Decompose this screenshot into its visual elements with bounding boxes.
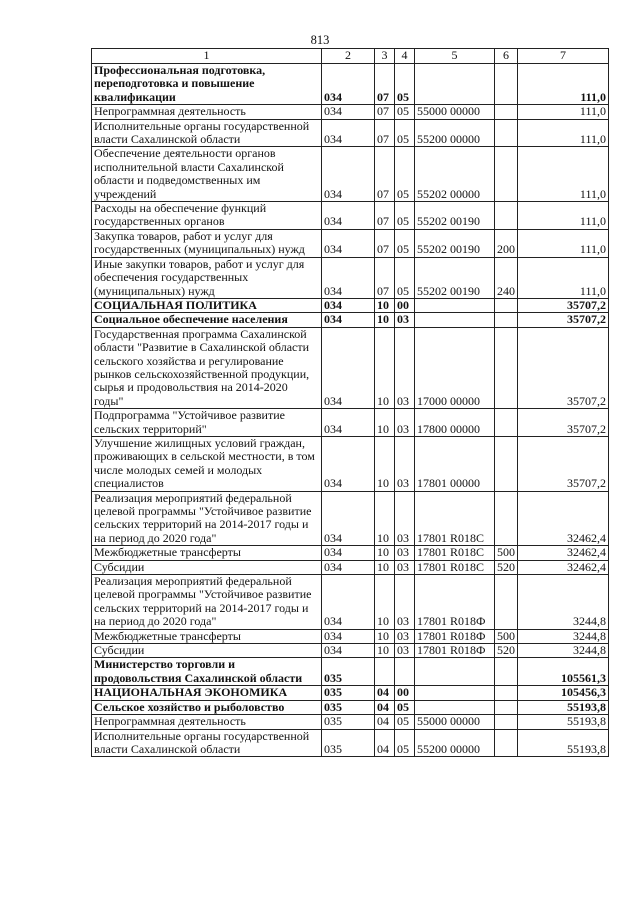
amount: 105456,3	[518, 686, 609, 700]
target-article-code	[415, 298, 495, 312]
expense-type-code	[495, 686, 518, 700]
target-article-code	[415, 686, 495, 700]
target-article-code	[415, 700, 495, 714]
ministry-code: 035	[322, 658, 375, 686]
subsection-code: 05	[395, 64, 415, 105]
section-code: 10	[375, 436, 395, 491]
item-name: Государственная программа Сахалинской области "Развитие в Сахалинской области сельского хозяйства и регулирование рынков сельскохозяйственной продукции, сырья и продовольствия на 2014-2020 годы"	[92, 327, 322, 408]
item-name: Расходы на обеспечение функций государственных органов	[92, 202, 322, 230]
expense-type-code	[495, 658, 518, 686]
subsection-code: 05	[395, 700, 415, 714]
expense-type-code	[495, 327, 518, 408]
table-row	[92, 575, 609, 630]
expense-type-code	[495, 298, 518, 312]
table-row	[92, 327, 609, 408]
table-row	[92, 313, 609, 327]
amount: 32462,4	[518, 546, 609, 560]
table-row	[92, 257, 609, 298]
expense-type-code: 500	[495, 629, 518, 643]
ministry-code: 034	[322, 629, 375, 643]
item-name: Профессиональная подготовка, переподготовка и повышение квалификации	[92, 64, 322, 105]
section-code: 10	[375, 409, 395, 437]
subsection-code: 00	[395, 298, 415, 312]
table-row	[92, 715, 609, 729]
section-code: 07	[375, 229, 395, 257]
subsection-code	[395, 658, 415, 686]
ministry-code: 035	[322, 686, 375, 700]
table-row	[92, 202, 609, 230]
table-row	[92, 64, 609, 105]
column-header: 4	[395, 49, 415, 64]
amount: 32462,4	[518, 491, 609, 546]
expense-type-code: 500	[495, 546, 518, 560]
subsection-code: 03	[395, 546, 415, 560]
amount: 35707,2	[518, 409, 609, 437]
amount: 111,0	[518, 119, 609, 147]
section-code: 07	[375, 64, 395, 105]
expense-type-code	[495, 202, 518, 230]
expense-type-code	[495, 105, 518, 119]
amount: 35707,2	[518, 436, 609, 491]
table-row	[92, 686, 609, 700]
expense-type-code	[495, 715, 518, 729]
item-name: Реализация мероприятий федеральной целевой программы "Устойчивое развитие сельских территорий на 2014-2017 годы и на период до 2020 года"	[92, 575, 322, 630]
amount: 105561,3	[518, 658, 609, 686]
section-code: 10	[375, 644, 395, 658]
expense-type-code: 200	[495, 229, 518, 257]
target-article-code: 17801 R018C	[415, 546, 495, 560]
target-article-code: 17801 R018C	[415, 560, 495, 574]
ministry-code: 035	[322, 715, 375, 729]
item-name: Межбюджетные трансферты	[92, 546, 322, 560]
ministry-code: 034	[322, 436, 375, 491]
amount: 111,0	[518, 64, 609, 105]
table-row	[92, 491, 609, 546]
item-name: Иные закупки товаров, работ и услуг для обеспечения государственных (муниципальных) нужд	[92, 257, 322, 298]
target-article-code: 55202 00190	[415, 257, 495, 298]
expense-type-code: 520	[495, 560, 518, 574]
amount: 35707,2	[518, 327, 609, 408]
section-code: 07	[375, 147, 395, 202]
target-article-code: 55200 00000	[415, 729, 495, 757]
amount: 111,0	[518, 202, 609, 230]
item-name: Межбюджетные трансферты	[92, 629, 322, 643]
section-code: 04	[375, 715, 395, 729]
table-row	[92, 409, 609, 437]
expense-type-code	[495, 491, 518, 546]
section-code: 10	[375, 491, 395, 546]
table-row	[92, 298, 609, 312]
subsection-code: 05	[395, 715, 415, 729]
item-name: Обеспечение деятельности органов исполнительной власти Сахалинской области и подведомственных им учреждений	[92, 147, 322, 202]
item-name: Непрограммная деятельность	[92, 715, 322, 729]
section-code: 10	[375, 298, 395, 312]
expense-type-code: 520	[495, 644, 518, 658]
amount: 111,0	[518, 147, 609, 202]
target-article-code: 55200 00000	[415, 119, 495, 147]
subsection-code: 05	[395, 105, 415, 119]
section-code	[375, 658, 395, 686]
table-row	[92, 560, 609, 574]
expense-type-code	[495, 313, 518, 327]
item-name: Субсидии	[92, 644, 322, 658]
section-code: 10	[375, 327, 395, 408]
ministry-code: 034	[322, 644, 375, 658]
target-article-code: 55202 00190	[415, 229, 495, 257]
ministry-code: 035	[322, 729, 375, 757]
page-number: 813	[310, 33, 330, 47]
subsection-code: 03	[395, 644, 415, 658]
target-article-code: 17801 R018C	[415, 491, 495, 546]
item-name: Министерство торговли и продовольствия Сахалинской области	[92, 658, 322, 686]
target-article-code: 17801 00000	[415, 436, 495, 491]
budget-table	[91, 48, 609, 757]
expense-type-code: 240	[495, 257, 518, 298]
table-body	[92, 64, 609, 757]
amount: 35707,2	[518, 298, 609, 312]
ministry-code: 034	[322, 298, 375, 312]
subsection-code: 05	[395, 257, 415, 298]
target-article-code: 17000 00000	[415, 327, 495, 408]
section-code: 10	[375, 546, 395, 560]
column-header: 5	[415, 49, 495, 64]
amount: 111,0	[518, 105, 609, 119]
table-row	[92, 229, 609, 257]
item-name: Улучшение жилищных условий граждан, проживающих в сельской местности, в том числе молодых семей и молодых специалистов	[92, 436, 322, 491]
section-code: 07	[375, 202, 395, 230]
table-row	[92, 644, 609, 658]
expense-type-code	[495, 729, 518, 757]
item-name: Сельское хозяйство и рыболовство	[92, 700, 322, 714]
ministry-code: 034	[322, 64, 375, 105]
ministry-code: 034	[322, 575, 375, 630]
section-code: 04	[375, 686, 395, 700]
subsection-code: 05	[395, 147, 415, 202]
section-code: 10	[375, 629, 395, 643]
table-row	[92, 105, 609, 119]
item-name: Исполнительные органы государственной власти Сахалинской области	[92, 729, 322, 757]
target-article-code: 55000 00000	[415, 105, 495, 119]
subsection-code: 03	[395, 560, 415, 574]
expense-type-code	[495, 700, 518, 714]
amount: 55193,8	[518, 715, 609, 729]
subsection-code: 03	[395, 629, 415, 643]
item-name: НАЦИОНАЛЬНАЯ ЭКОНОМИКА	[92, 686, 322, 700]
amount: 111,0	[518, 257, 609, 298]
target-article-code: 17800 00000	[415, 409, 495, 437]
table-row	[92, 629, 609, 643]
column-header-row	[92, 49, 609, 64]
subsection-code: 03	[395, 313, 415, 327]
ministry-code: 034	[322, 546, 375, 560]
ministry-code: 034	[322, 202, 375, 230]
ministry-code: 035	[322, 700, 375, 714]
amount: 3244,8	[518, 644, 609, 658]
column-header: 6	[495, 49, 518, 64]
section-code: 07	[375, 119, 395, 147]
target-article-code	[415, 64, 495, 105]
target-article-code: 55202 00000	[415, 147, 495, 202]
column-header: 7	[518, 49, 609, 64]
table-row	[92, 119, 609, 147]
item-name: Закупка товаров, работ и услуг для государственных (муниципальных) нужд	[92, 229, 322, 257]
target-article-code	[415, 313, 495, 327]
section-code: 07	[375, 105, 395, 119]
item-name: Социальное обеспечение населения	[92, 313, 322, 327]
target-article-code: 17801 R018Ф	[415, 629, 495, 643]
table-row	[92, 147, 609, 202]
table-row	[92, 729, 609, 757]
expense-type-code	[495, 119, 518, 147]
subsection-code: 05	[395, 729, 415, 757]
expense-type-code	[495, 436, 518, 491]
expense-type-code	[495, 64, 518, 105]
ministry-code: 034	[322, 119, 375, 147]
ministry-code: 034	[322, 147, 375, 202]
subsection-code: 03	[395, 436, 415, 491]
subsection-code: 03	[395, 491, 415, 546]
target-article-code: 17801 R018Ф	[415, 575, 495, 630]
ministry-code: 034	[322, 560, 375, 574]
section-code: 10	[375, 575, 395, 630]
amount: 55193,8	[518, 700, 609, 714]
subsection-code: 00	[395, 686, 415, 700]
item-name: Исполнительные органы государственной власти Сахалинской области	[92, 119, 322, 147]
item-name: Подпрограмма "Устойчивое развитие сельских территорий"	[92, 409, 322, 437]
section-code: 04	[375, 729, 395, 757]
target-article-code: 55202 00190	[415, 202, 495, 230]
subsection-code: 03	[395, 327, 415, 408]
amount: 3244,8	[518, 575, 609, 630]
ministry-code: 034	[322, 409, 375, 437]
amount: 35707,2	[518, 313, 609, 327]
section-code: 07	[375, 257, 395, 298]
table-row	[92, 700, 609, 714]
table-row	[92, 658, 609, 686]
expense-type-code	[495, 575, 518, 630]
ministry-code: 034	[322, 257, 375, 298]
item-name: Непрограммная деятельность	[92, 105, 322, 119]
column-header: 1	[92, 49, 322, 64]
subsection-code: 03	[395, 409, 415, 437]
item-name: Реализация мероприятий федеральной целевой программы "Устойчивое развитие сельских территорий на 2014-2017 годы и на период до 2020 года"	[92, 491, 322, 546]
subsection-code: 05	[395, 119, 415, 147]
subsection-code: 03	[395, 575, 415, 630]
table-row	[92, 436, 609, 491]
expense-type-code	[495, 147, 518, 202]
item-name: Субсидии	[92, 560, 322, 574]
section-code: 04	[375, 700, 395, 714]
section-code: 10	[375, 560, 395, 574]
ministry-code: 034	[322, 313, 375, 327]
amount: 55193,8	[518, 729, 609, 757]
amount: 32462,4	[518, 560, 609, 574]
item-name: СОЦИАЛЬНАЯ ПОЛИТИКА	[92, 298, 322, 312]
section-code: 10	[375, 313, 395, 327]
subsection-code: 05	[395, 229, 415, 257]
amount: 3244,8	[518, 629, 609, 643]
ministry-code: 034	[322, 327, 375, 408]
column-header: 2	[322, 49, 375, 64]
target-article-code: 55000 00000	[415, 715, 495, 729]
table-row	[92, 546, 609, 560]
ministry-code: 034	[322, 491, 375, 546]
target-article-code: 17801 R018Ф	[415, 644, 495, 658]
amount: 111,0	[518, 229, 609, 257]
ministry-code: 034	[322, 229, 375, 257]
subsection-code: 05	[395, 202, 415, 230]
column-header: 3	[375, 49, 395, 64]
ministry-code: 034	[322, 105, 375, 119]
expense-type-code	[495, 409, 518, 437]
target-article-code	[415, 658, 495, 686]
